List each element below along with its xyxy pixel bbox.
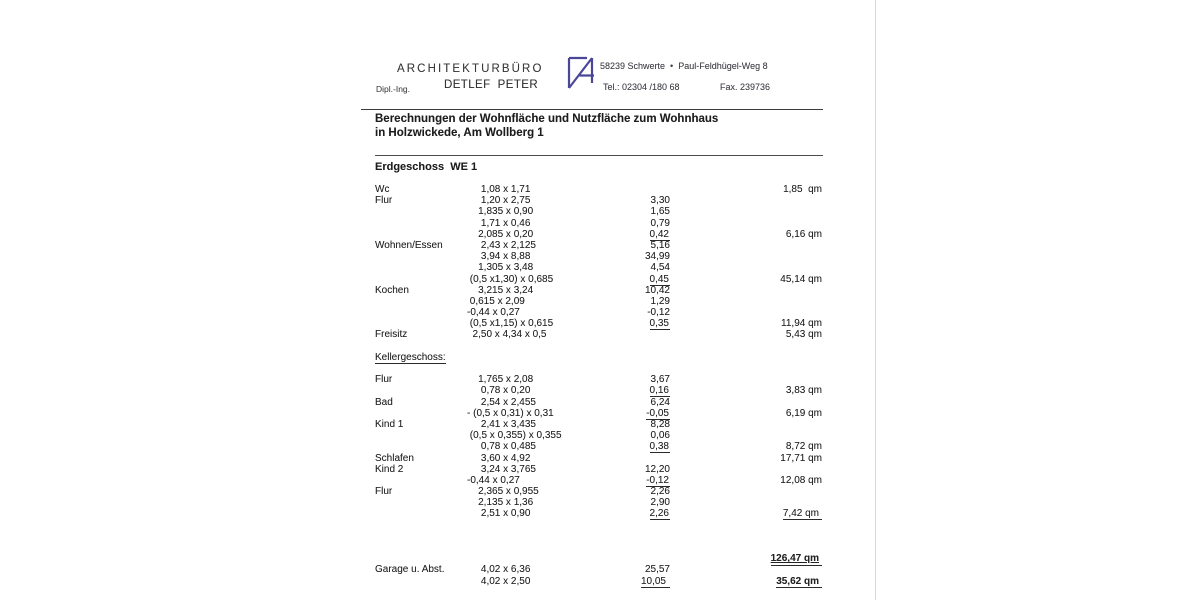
area-total: 3,83 qm	[785, 385, 822, 397]
subtotal-value: 10,42	[644, 284, 670, 296]
area-total: 126,47 qm	[771, 553, 822, 566]
table-row	[360, 184, 824, 195]
calc-expression: 3,94 x 8,88	[467, 251, 531, 263]
area-total: 11,94 qm	[781, 318, 822, 330]
calc-expression: -0,44 x 0,27	[467, 474, 520, 486]
subtotal-value: 0,79	[650, 217, 670, 229]
subtotal-value: 2,90	[650, 497, 670, 509]
table-row	[360, 385, 824, 396]
table-row	[360, 329, 824, 340]
fax-number: Fax. 239736	[720, 82, 771, 92]
table-row	[360, 285, 824, 296]
document-title-line2: in Holzwickede, Am Wollberg 1	[375, 126, 544, 139]
calc-expression: (0,5 x 0,355) x 0,355	[467, 430, 562, 442]
table-row	[360, 195, 824, 206]
spacer-row	[360, 363, 824, 374]
calc-expression: 2,51 x 0,90	[467, 508, 531, 520]
table-row	[360, 475, 824, 486]
subtotal-value: -0,12	[646, 474, 669, 486]
subtotal-value: 10,05	[641, 576, 670, 588]
table-row	[360, 262, 824, 273]
calc-table	[360, 184, 824, 587]
calc-expression: 3,215 x 3,24	[467, 284, 534, 296]
subtotal-value: 3,30	[650, 195, 670, 207]
subtotal-value: -0,12	[647, 307, 670, 319]
subtotal-value: -0,05	[646, 407, 669, 419]
calc-expression: 4,02 x 2,50	[467, 575, 531, 587]
area-total: 1,85 qm	[783, 184, 822, 195]
table-row	[360, 486, 824, 497]
calc-expression: 2,365 x 0,955	[467, 486, 539, 498]
page-edge-line	[875, 0, 876, 600]
subtotal-value: 1,65	[650, 206, 670, 218]
area-total: 5,43 qm	[785, 329, 822, 341]
calc-expression: 2,085 x 0,20	[467, 228, 534, 240]
subtotal-value: 0,45	[649, 273, 669, 285]
table-row	[360, 307, 824, 318]
calc-expression: 1,20 x 2,75	[467, 195, 531, 207]
table-row	[360, 251, 824, 262]
subtotal-value: 34,99	[644, 251, 670, 263]
subtotal-value: 0,06	[650, 430, 670, 442]
room-label: Freisitz	[375, 329, 408, 341]
table-row	[360, 318, 824, 329]
table-row	[360, 274, 824, 285]
document-title-line1: Berechnungen der Wohnfläche und Nutzfläche zum Wohnhaus	[375, 113, 719, 125]
table-row	[360, 408, 824, 419]
subtotal-value: 0,42	[649, 228, 669, 240]
table-row	[360, 430, 824, 441]
table-row	[360, 453, 824, 464]
area-total: 8,72 qm	[785, 441, 822, 453]
room-label: Kind 2	[375, 463, 404, 475]
office-address: 58239 Schwerte • Paul-Feldhügel-Weg 8	[600, 61, 768, 71]
spacer-row	[360, 520, 824, 531]
subtotal-value: 0,16	[649, 385, 669, 397]
room-label: Schlafen	[375, 452, 414, 464]
calc-expression: 2,41 x 3,435	[467, 418, 536, 430]
subtotal-value: 1,29	[650, 295, 670, 307]
spacer-row	[360, 531, 824, 542]
calc-expression: -0,44 x 0,27	[467, 307, 520, 319]
calc-expression: (0,5 x1,30) x 0,685	[467, 273, 554, 285]
subtotal-value: 2,26	[649, 508, 669, 520]
subtotal-value: 6,24	[650, 396, 670, 408]
area-total: 45,14 qm	[780, 273, 822, 285]
calc-expression: 1,305 x 3,48	[467, 262, 534, 274]
calc-expression: 3,24 x 3,765	[467, 463, 536, 475]
architect-degree: Dipl.-Ing.	[376, 84, 411, 94]
calc-expression: 0,615 x 2,09	[467, 295, 525, 307]
subtotal-value: 4,54	[650, 262, 670, 274]
calc-expression: 2,50 x 4,34 x 0,5	[467, 329, 547, 341]
calc-expression: 1,08 x 1,71	[467, 184, 531, 195]
room-label: Wc	[375, 184, 390, 195]
area-total: 12,08 qm	[780, 474, 822, 486]
room-label: Flur	[375, 486, 393, 498]
area-total: 35,62 qm	[776, 576, 822, 588]
calc-expression: 0,78 x 0,20	[467, 385, 531, 397]
area-total: 6,19 qm	[785, 407, 822, 419]
letterhead-divider-line	[361, 109, 823, 110]
calc-expression: 0,78 x 0,485	[467, 441, 536, 453]
spacer-row	[360, 341, 824, 352]
room-label: Flur	[375, 374, 393, 386]
table-row	[360, 576, 824, 587]
subtotal-value: 2,26	[650, 486, 670, 498]
spacer-row	[360, 542, 824, 553]
calc-expression: 1,765 x 2,08	[467, 374, 534, 386]
subtotal-value: 25,57	[644, 564, 670, 576]
phone-number: Tel.: 02304 /180 68	[603, 82, 680, 92]
table-row	[360, 464, 824, 475]
room-label: Kind 1	[375, 418, 404, 430]
section-heading: Kellergeschoss:	[375, 351, 446, 363]
calc-expression: 2,43 x 2,125	[467, 239, 536, 251]
floor-heading: Erdgeschoss WE 1	[375, 161, 478, 173]
area-total: 17,71 qm	[780, 452, 822, 464]
subtotal-value: 3,67	[650, 374, 670, 386]
table-row	[360, 296, 824, 307]
calc-expression: 1,835 x 0,90	[467, 206, 534, 218]
subtotal-value: 8,28	[650, 418, 670, 430]
room-label: Wohnen/Essen	[375, 239, 443, 251]
subtotal-value: 0,38	[649, 441, 669, 453]
table-row	[360, 508, 824, 519]
table-row	[360, 497, 824, 508]
table-row	[360, 229, 824, 240]
table-row	[360, 419, 824, 430]
title-divider-line	[375, 155, 823, 156]
calc-expression: (0,5 x1,15) x 0,615	[467, 318, 554, 330]
table-row	[360, 553, 824, 564]
calc-expression: 2,54 x 2,455	[467, 396, 536, 408]
area-total: 6,16 qm	[785, 228, 822, 240]
subtotal-value: 12,20	[644, 463, 670, 475]
room-label: Kochen	[375, 284, 409, 296]
room-label: Bad	[375, 396, 393, 408]
room-label: Garage u. Abst.	[375, 564, 445, 576]
table-row	[360, 206, 824, 217]
table-row	[360, 374, 824, 385]
architect-name: DETLEF PETER	[444, 79, 539, 91]
calc-expression: 2,135 x 1,36	[467, 497, 534, 509]
subtotal-value: 5,16	[650, 239, 670, 251]
firm-name: ARCHITEKTURBÜRO	[397, 63, 544, 75]
table-row	[360, 240, 824, 251]
calc-expression: 3,60 x 4,92	[467, 452, 531, 464]
section-heading-row	[360, 352, 824, 363]
calc-expression: 4,02 x 6,36	[467, 564, 531, 576]
table-row	[360, 564, 824, 575]
table-row	[360, 397, 824, 408]
calc-expression: 1,71 x 0,46	[467, 217, 531, 229]
area-total: 7,42 qm	[783, 508, 822, 520]
table-row	[360, 441, 824, 452]
room-label: Flur	[375, 195, 393, 207]
table-row	[360, 218, 824, 229]
calc-expression: - (0,5 x 0,31) x 0,31	[467, 407, 554, 419]
subtotal-value: 0,35	[649, 318, 669, 330]
architect-logo-icon	[567, 54, 595, 91]
